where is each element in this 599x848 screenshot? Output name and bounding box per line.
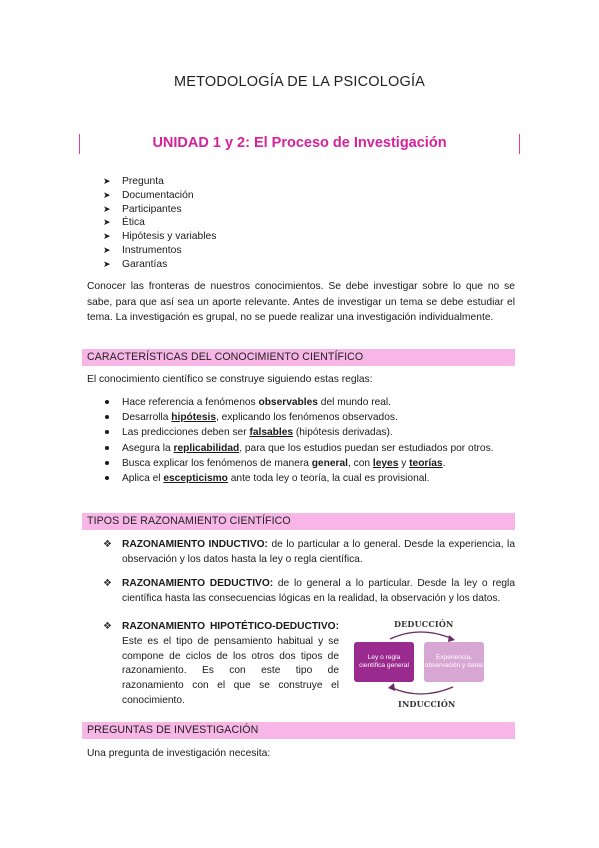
intro-paragraph: Conocer las fronteras de nuestros conocimientos. Se debe investigar sobre lo que no se sabe, para que así sea un aporte relevante. Antes de investigar un tema se debe estudiar el tema. La investigación es grupal, no se puede realizar una investigación individualmente. [87, 281, 515, 323]
arrowhead-icon: ➤ [103, 203, 111, 214]
deduction-label: DEDUCCIÓN [394, 619, 454, 629]
deductive-reasoning: ❖ RAZONAMIENTO DEDUCTIVO: de lo general a lo particular. Desde la ley o regla científica hasta las consecuencias lógicas en la realidad, la observación y los datos. [103, 578, 515, 604]
bullet-dot [105, 446, 109, 450]
unit-title-bar [79, 134, 520, 154]
diamond-cross-icon: ❖ [103, 621, 112, 632]
experience-box: Experiencia, observación y datos [424, 642, 484, 682]
list-item: ➤ Garantías [103, 258, 168, 270]
bullet-dot [105, 430, 109, 434]
arrowhead-icon: ➤ [103, 231, 111, 242]
list-item: ➤ Participantes [103, 203, 182, 215]
list-item: ➤ Hipótesis y variables [103, 231, 217, 243]
research-steps-list [103, 175, 216, 272]
list-item: Busca explicar los fenómenos de manera general, con leyes y teorías. [103, 456, 494, 471]
section-lead: Una pregunta de investigación necesita: [87, 748, 271, 759]
section-heading-characteristics: CARACTERÍSTICAS DEL CONOCIMIENTO CIENTÍFICO [82, 349, 515, 366]
inductive-reasoning: ❖ RAZONAMIENTO INDUCTIVO: de lo particular a lo general. Desde la experiencia, la observación y los datos hasta la ley o regla científica. [103, 539, 515, 565]
arrowhead-icon: ➤ [103, 217, 111, 228]
arrowhead-icon: ➤ [103, 244, 111, 255]
list-item: ➤ Ética [103, 217, 145, 229]
list-item: Aplica el escepticismo ante toda ley o teoría, la cual es provisional. [103, 471, 494, 486]
bullet-dot [105, 476, 109, 480]
rules-list [103, 395, 494, 486]
list-item: ➤ Pregunta [103, 176, 164, 187]
list-item: Desarrolla hipótesis, explicando los fenómenos observados. [103, 410, 494, 425]
arrowhead-icon: ➤ [103, 176, 111, 186]
unit-title: UNIDAD 1 y 2: El Proceso de Investigación [152, 135, 447, 151]
bullet-dot [105, 415, 109, 419]
list-item: Hace referencia a fenómenos observables del mundo real. [103, 395, 494, 410]
diamond-cross-icon: ❖ [103, 539, 112, 550]
induction-label: INDUCCIÓN [398, 699, 456, 709]
section-heading-reasoning: TIPOS DE RAZONAMIENTO CIENTÍFICO [82, 513, 515, 530]
arrowhead-icon: ➤ [103, 258, 111, 269]
list-item: Las predicciones deben ser falsables (hipótesis derivadas). [103, 425, 494, 440]
diamond-cross-icon: ❖ [103, 578, 112, 589]
list-item: ➤ Instrumentos [103, 244, 182, 256]
reasoning-cycle-diagram [345, 617, 495, 709]
unit-bar-right-edge [519, 134, 520, 154]
document-title: METODOLOGÍA DE LA PSICOLOGÍA [173, 74, 426, 90]
section-lead: El conocimiento científico se construye siguiendo estas reglas: [87, 374, 373, 385]
list-item: ➤ Documentación [103, 189, 194, 201]
list-item: Asegura la replicabilidad, para que los estudios puedan ser estudiados por otros. [103, 441, 494, 456]
bullet-dot [105, 400, 109, 404]
law-box: Ley o regla científica general [354, 642, 414, 682]
section-heading-questions: PREGUNTAS DE INVESTIGACIÓN [82, 722, 515, 739]
arrowhead-icon: ➤ [103, 189, 111, 200]
hypothetic-deductive-reasoning: ❖ RAZONAMIENTO HIPOTÉTICO-DEDUCTIVO: Este es el tipo de pensamiento habitual y se compone de ciclos de los otros dos tipos de razonamiento. Es con este tipo de razonamiento con el que se construye el conocimiento. [103, 621, 339, 706]
bullet-dot [105, 461, 109, 465]
